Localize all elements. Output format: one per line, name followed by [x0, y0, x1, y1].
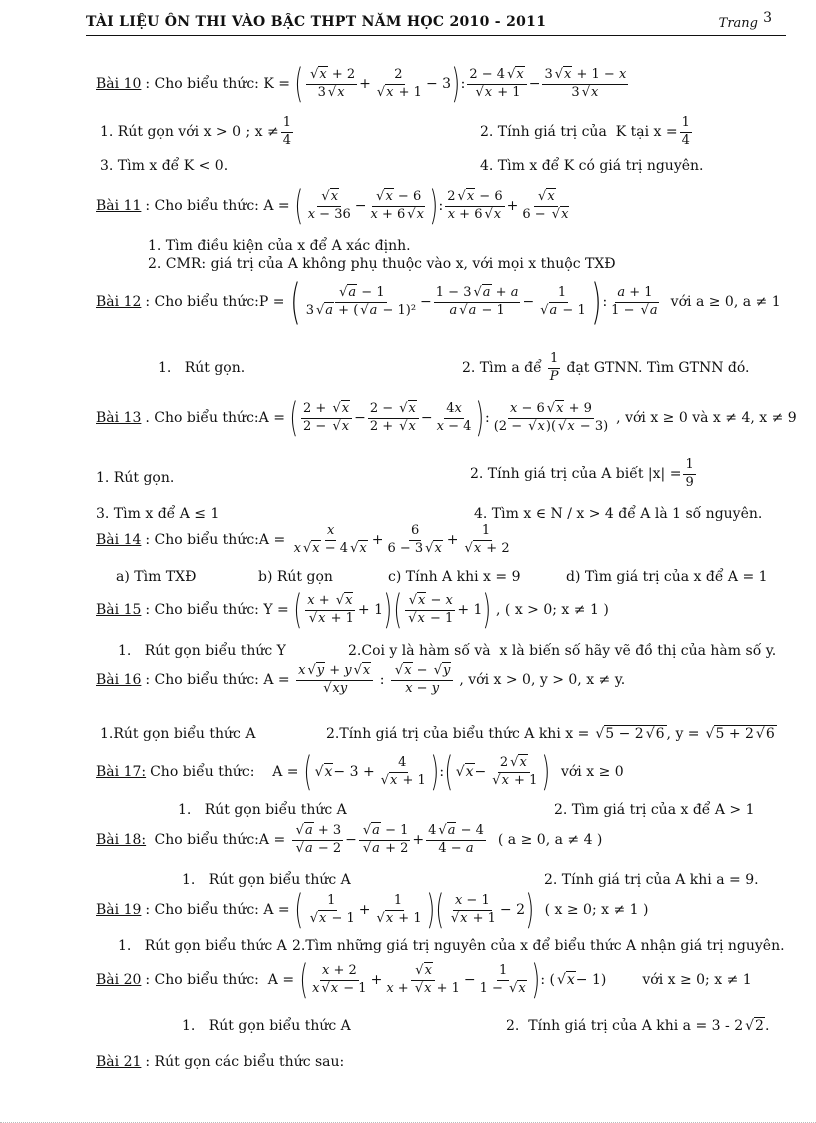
- question-text: d) Tìm giá trị của x để A = 1: [566, 569, 768, 585]
- question-text: 1. Rút gọn với x > 0 ; x ≠: [100, 124, 279, 141]
- formula: ( $\frac{2 + √ x}{2 - √ x}$ − $\frac{2 - √ x}{2 + √ x}$ − $\frac{4x}{x - 4}$ ) : $\frac{x - 6√ x + 9}{(2 - √ x)(√ x - 3)}$: [289, 398, 612, 438]
- formula: ( √ $\frac{x}{x - 36}$ − √ $\frac{x - 6}{x + 6√ x}$ ) : $\frac{2√ x - 6}{x + 6√ x}$ + √ $\frac{x}{6 - √ x}$: [294, 186, 573, 226]
- question-text: 1. Rút gọn biểu thức A: [182, 1018, 351, 1034]
- formula: ( $\frac{x + 2}{x√ x - 1}$ + √ $\frac{x}{x + √ x + 1}$ − $\frac{1}{1 - √ x}$ ) : ( √ x − 1): [299, 960, 607, 1000]
- exercise-condition: với x ≥ 0: [560, 764, 624, 780]
- exercise-12-question-2: 2. Tìm a để $\frac{1}{P}$ đạt GTNN. Tìm GTNN đó.: [462, 351, 750, 384]
- exercise-condition: ( a ≥ 0, a ≠ 4 ): [497, 832, 603, 849]
- exercise-intro: . Cho biểu thức:A =: [145, 410, 290, 426]
- question-text: 2. Tính giá trị của A khi a = 3 - 2: [506, 1018, 744, 1034]
- exercise-label: Bài 12: [96, 294, 142, 310]
- exercise-intro: Cho biểu thức:A =: [150, 832, 290, 849]
- exercise-10-question-2: 2. Tính giá trị của K tại x = $\frac{1}{4}$: [480, 115, 690, 148]
- exercise-label: Bài 16: [96, 672, 142, 689]
- page-header: [86, 10, 786, 36]
- exercise-label: Bài 18:: [96, 832, 147, 849]
- exercise-intro: : Cho biểu thức: A =: [145, 198, 295, 214]
- exercise-condition: , với x ≥ 0 và x ≠ 4, x ≠ 9: [616, 410, 797, 426]
- exercise-16: [96, 664, 625, 697]
- exercise-16-question-1: [100, 726, 255, 742]
- exercise-condition: với x ≥ 0; x ≠ 1: [642, 972, 752, 988]
- formula: √ a + 3 √ a − 2 − √ a − 1 √ a + 2 + $\frac{4√ a - 4}{4 - a}$: [290, 824, 488, 857]
- exercise-label: Bài 21: [96, 1054, 142, 1070]
- formula: ( √ $\frac{a - 1}{\text{3√ a + (√ a − 1)²}}$ − $\frac{1 - 3√ a + a}{a√ a - 1}$ − 1 √ a − 1 ) : $\frac{a + 1}{1 - √ a}$: [289, 278, 663, 326]
- exercise-14-question-c: [388, 569, 520, 585]
- exercise-14: [96, 524, 514, 557]
- exercise-condition: , với x > 0, y > 0, x ≠ y.: [459, 672, 626, 689]
- exercise-20: [96, 957, 752, 1003]
- exercise-condition: với a ≥ 0, a ≠ 1: [670, 294, 781, 310]
- formula: ( √ x − 3 + 4 √ x + 1 ) : ( √ x − 2√ x √ x + 1 ): [303, 752, 551, 792]
- exercise-15-question-1: [118, 643, 286, 659]
- question-text: 2. Tìm giá trị của x để A > 1: [554, 802, 755, 818]
- question-text: 1. Rút gọn.: [158, 360, 246, 376]
- exercise-label: Bài 17:: [96, 764, 147, 780]
- question-text: 1.Rút gọn biểu thức A: [100, 726, 256, 742]
- exercise-intro: : Cho biểu thức:P =: [145, 294, 289, 310]
- exercise-condition: ( x ≥ 0; x ≠ 1 ): [544, 902, 649, 918]
- question-text: 2. CMR: giá trị của A không phụ thuộc vào x, với mọi x thuộc TXĐ: [148, 256, 616, 272]
- exercise-13-question-1: [96, 470, 174, 486]
- question-text: , y =: [666, 726, 700, 742]
- header-title: TÀI LIỆU ÔN THI VÀO BẬC THPT NĂM HỌC 2010 - 2011: [86, 14, 547, 30]
- exercise-15: [96, 587, 609, 633]
- exercise-label: Bài 13: [96, 410, 142, 426]
- question-text: 3. Tìm x để A ≤ 1: [96, 506, 220, 522]
- exercise-11-question-1: [148, 238, 411, 254]
- exercise-intro: : Cho biểu thức: Y =: [145, 602, 294, 618]
- exercise-20-question-1: [182, 1018, 351, 1034]
- formula: $\frac{x}{x√ x - 4√ x}$ + $\frac{6}{6 - 3√ x}$ + 1 √ x + 2: [290, 524, 514, 557]
- exercise-10: [96, 61, 630, 107]
- exercise-19: [96, 887, 649, 933]
- exercise-label: Bài 11: [96, 198, 142, 214]
- question-text: c) Tính A khi x = 9: [388, 569, 521, 585]
- question-text: 1. Rút gọn.: [96, 470, 175, 486]
- header-page-word: Trang: [718, 16, 758, 31]
- question-text: 2. Tính giá trị của A khi a = 9.: [544, 872, 759, 888]
- question-text: 2. Tính giá trị của A biết |x| =: [470, 466, 682, 483]
- exercise-intro: : Cho biểu thức: A =: [145, 902, 295, 918]
- question-text: đạt GTNN. Tìm GTNN đó.: [566, 360, 750, 377]
- question-text: 1. Tìm điều kiện của x để A xác định.: [148, 238, 411, 254]
- question-text: 1. Rút gọn biểu thức A: [182, 872, 351, 888]
- exercise-16-question-2: 2.Tính giá trị của biểu thức A khi x = √ 5 − 2√ 6 , y = √ 5 + 2√ 6: [326, 726, 777, 742]
- question-text: a) Tìm TXĐ: [116, 569, 197, 585]
- exercise-10-question-4: [480, 158, 704, 174]
- question-text: 2.Tính giá trị của biểu thức A khi x =: [326, 726, 590, 742]
- exercise-19-question-2: [292, 938, 785, 954]
- exercise-13-question-3: [96, 506, 219, 522]
- exercise-intro: : Rút gọn các biểu thức sau:: [145, 1054, 345, 1070]
- formula: x√ y + y√ x √ xy : √ $\frac{x - √ y}{x - y}$: [294, 664, 455, 697]
- exercise-intro: : Cho biểu thức:A =: [145, 532, 290, 549]
- exercise-label: Bài 19: [96, 902, 142, 918]
- question-text: 2.Coi y là hàm số và x là biến số hãy vẽ đồ thị của hàm số y.: [348, 643, 777, 659]
- exercise-18-question-1: [182, 872, 351, 888]
- question-text: 1. Rút gọn biểu thức A: [178, 802, 347, 818]
- exercise-18-question-2: [544, 872, 759, 888]
- exercise-14-question-d: [566, 569, 768, 585]
- exercise-21: [96, 1054, 344, 1070]
- exercise-12: [96, 274, 781, 330]
- exercise-13: [96, 395, 797, 441]
- exercise-20-question-2: 2. Tính giá trị của A khi a = 3 - 2 √ 2 .: [506, 1018, 769, 1034]
- exercise-intro: : Cho biểu thức: K =: [145, 76, 295, 92]
- question-text: 3. Tìm x để K < 0.: [100, 158, 229, 174]
- exercise-12-question-1: [158, 360, 245, 376]
- exercise-intro: : Cho biểu thức: A =: [145, 972, 299, 988]
- exercise-19-question-1: [118, 938, 287, 954]
- exercise-intro: : Cho biểu thức: A =: [145, 672, 295, 689]
- question-text: 1. Rút gọn biểu thức A: [118, 938, 287, 954]
- header-divider: [86, 35, 786, 36]
- formula: ( √ $\frac{x + 2}{3√ x}$ + 2 √ x + 1 − 3 ) : 2 − 4√ x √ x + 1 − $\frac{3√ x + 1 - x}{3√ x}$: [294, 64, 630, 104]
- question-text: b) Rút gọn: [258, 569, 333, 585]
- header-page-number: 3: [763, 10, 772, 26]
- exercise-11: [96, 183, 573, 229]
- exercise-10-question-3: [100, 158, 228, 174]
- exercise-10-question-1: 1. Rút gọn với x > 0 ; x ≠ $\frac{1}{4}$: [100, 115, 291, 148]
- exercise-intro: Cho biểu thức: A =: [150, 764, 303, 780]
- question-text: 2. Tính giá trị của K tại x =: [480, 124, 678, 141]
- exercise-14-question-a: [116, 569, 196, 585]
- exercise-15-question-2: [348, 643, 776, 659]
- question-text: 4. Tìm x để K có giá trị nguyên.: [480, 158, 704, 174]
- exercise-18: [96, 824, 602, 857]
- exercise-label: Bài 15: [96, 602, 142, 618]
- question-text: 4. Tìm x ∈ N / x > 4 để A là 1 số nguyên.: [474, 506, 763, 522]
- formula: ( 1 √ x − 1 + 1 √ x + 1 ) ( x − 1 √ x + 1 − 2 ): [294, 890, 535, 930]
- formula: ( x + √ x √ x + 1 + 1 ) ( √ x − x √ x − 1 + 1 ): [293, 590, 492, 630]
- question-text: 2. Tìm a để: [462, 360, 542, 377]
- exercise-13-question-4: [474, 506, 762, 522]
- exercise-14-question-b: [258, 569, 333, 585]
- exercise-condition: , ( x > 0; x ≠ 1 ): [496, 602, 609, 618]
- exercise-13-question-2: 2. Tính giá trị của A biết |x| = $\frac{1}{9}$: [470, 457, 694, 490]
- exercise-17-question-1: [178, 802, 347, 818]
- exercise-label: Bài 10: [96, 76, 142, 92]
- exercise-11-question-2: [148, 256, 616, 272]
- exercise-17-question-2: [554, 802, 755, 818]
- question-text: 2.Tìm những giá trị nguyên của x để biểu thức A nhận giá trị nguyên.: [292, 938, 785, 954]
- exercise-label: Bài 20: [96, 972, 142, 988]
- exercise-17: [96, 749, 624, 795]
- question-text: 1. Rút gọn biểu thức Y: [118, 643, 286, 659]
- exercise-label: Bài 14: [96, 532, 142, 549]
